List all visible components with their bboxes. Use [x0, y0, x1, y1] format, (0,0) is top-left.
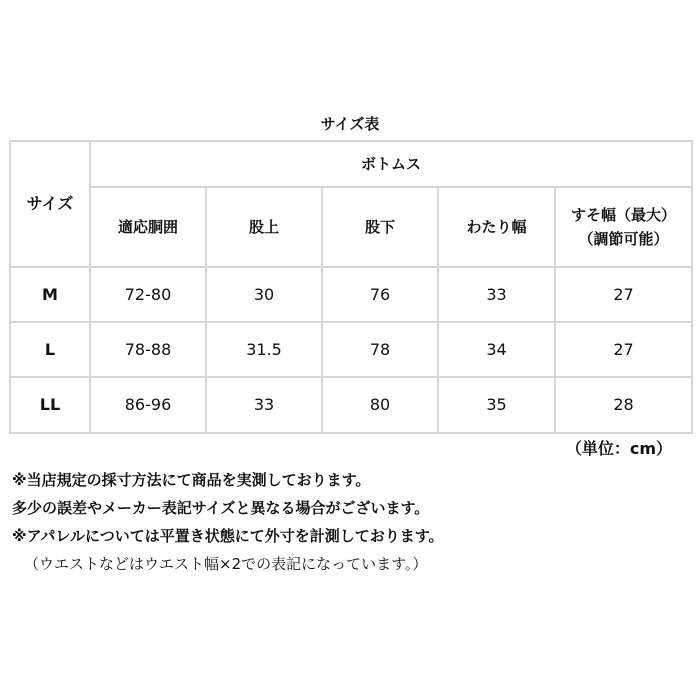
table-cell: 27	[555, 322, 692, 377]
table-cell: 30	[206, 267, 322, 322]
column-header-line: すそ幅（最大）	[571, 206, 677, 224]
table-row	[10, 322, 692, 377]
table-cell: 31.5	[206, 322, 322, 377]
column-header: 股下	[322, 187, 438, 267]
row-size: LL	[10, 377, 90, 433]
note-line: （ウエストなどはウエスト幅×2での表記になっています。）	[24, 555, 428, 573]
table-row	[10, 377, 692, 433]
row-size: L	[10, 322, 90, 377]
table-cell: 33	[206, 377, 322, 433]
column-header-line: （調節可能）	[578, 230, 669, 248]
column-header: わたり幅	[438, 187, 555, 267]
table-cell: 35	[438, 377, 555, 433]
table-cell: 78	[322, 322, 438, 377]
table-cell: 34	[438, 322, 555, 377]
column-header: 股上	[206, 187, 322, 267]
table-cell: 27	[555, 267, 692, 322]
size-header: サイズ	[10, 141, 90, 267]
table-cell: 28	[555, 377, 692, 433]
group-header: ボトムス	[90, 141, 692, 187]
note-line: ※アパレルについては平置き状態にて外寸を計測しております。	[12, 527, 444, 545]
table-cell: 86-96	[90, 377, 206, 433]
table-cell: 33	[438, 267, 555, 322]
table-row	[10, 267, 692, 322]
table-cell: 76	[322, 267, 438, 322]
column-header: 適応胴囲	[90, 187, 206, 267]
note-line: ※当店規定の採寸方法にて商品を実測しております。	[12, 471, 371, 489]
unit-label: （単位：cm）	[565, 439, 672, 458]
table-cell: 80	[322, 377, 438, 433]
size-table	[9, 140, 693, 434]
table-cell: 78-88	[90, 322, 206, 377]
table-cell: 72-80	[90, 267, 206, 322]
row-size: M	[10, 267, 90, 322]
notes	[12, 466, 444, 578]
column-header	[555, 187, 692, 267]
note-line: 多少の誤差やメーカー表記サイズと異なる場合がございます。	[12, 499, 430, 517]
page-title: サイズ表	[320, 115, 380, 133]
